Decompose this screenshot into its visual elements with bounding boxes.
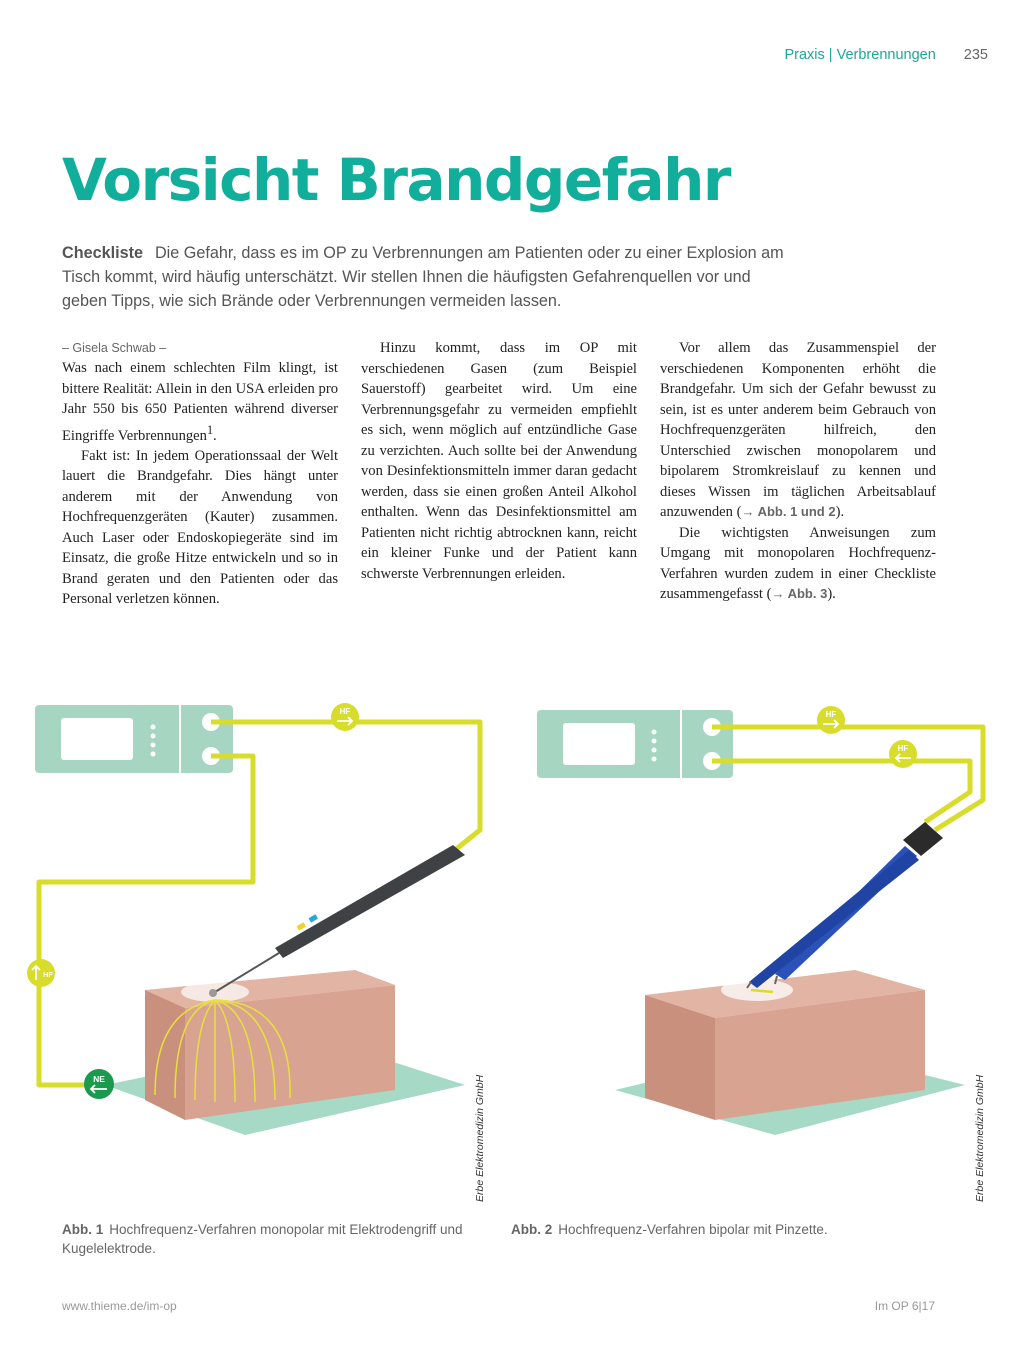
figure-monopolar bbox=[25, 690, 505, 1210]
monopolar-illustration bbox=[25, 690, 505, 1210]
page-title: Vorsicht Brandgefahr bbox=[62, 146, 731, 214]
hf-badge-return-label: HF bbox=[897, 744, 909, 753]
figure-caption-2 bbox=[511, 1220, 931, 1239]
lead-paragraph bbox=[62, 241, 792, 313]
lead-label: Checkliste bbox=[62, 244, 143, 262]
caption-text: Hochfrequenz-Verfahren monopolar mit Elektrodengriff und Kugelelektrode. bbox=[62, 1222, 463, 1256]
electrode-pen bbox=[275, 845, 465, 958]
author-line: – Gisela Schwab – bbox=[62, 341, 167, 355]
paragraph-end: . bbox=[213, 427, 217, 444]
paragraph: Fakt ist: In jedem Operationssaal der Welt lauert die Brandgefahr. Dies hängt unter anderem mit der Anwendung von Hochfrequenzgeräten (Kauter) zusammen. Auch Laser oder Endoskopiegeräte sind im Einsatz, die große Hitze entwickeln und so in Brand geraten und den Patienten oder das Personal verletzen können. bbox=[62, 447, 338, 608]
text-column-2 bbox=[361, 338, 637, 584]
paragraph-text: Was nach einem schlechten Film klingt, ist bittere Realität: Allein in den USA erleiden pro Jahr 550 bis 650 Patienten während diverser Eingriffe Verbrennungen bbox=[62, 360, 338, 444]
forceps-arm bbox=[749, 850, 919, 988]
footer-url[interactable]: www.thieme.de/im-op bbox=[62, 1299, 177, 1313]
paragraph bbox=[62, 358, 338, 446]
wires bbox=[712, 727, 983, 830]
figure-reference[interactable]: → Abb. 3 bbox=[771, 586, 828, 601]
text-column-1 bbox=[62, 338, 338, 610]
footnote-ref: 1 bbox=[206, 422, 214, 437]
paragraph: Hinzu kommt, dass im OP mit verschiedenen Gasen (zum Beispiel Sauerstoff) gearbeitet wird. Um eine Verbrennungsgefahr zu vermeiden empfiehlt es sich, wenn möglich auf entzündliche Gase zu verzichten. Auch sollte bei der Anwendung von Desinfektionsmitteln immer daran gedacht werden, dass sie einen großen Anteil Alkohol enthalten. Wenn das Desinfektionsmittel am Patienten nicht richtig abtrocknen kann, reicht ein kleiner Funke und der Patient kann schwerste Verbrennungen erleiden. bbox=[361, 340, 637, 582]
footer-issue: Im OP 6|17 bbox=[874, 1299, 935, 1313]
running-header bbox=[784, 47, 988, 63]
page-number: 235 bbox=[963, 47, 988, 63]
paragraph-end: ). bbox=[835, 504, 845, 520]
paragraph bbox=[660, 338, 936, 523]
paragraph bbox=[660, 523, 936, 605]
caption-label: Abb. 2 bbox=[511, 1222, 553, 1237]
caption-label: Abb. 1 bbox=[62, 1222, 104, 1237]
ne-badge-label: NE bbox=[93, 1074, 105, 1084]
paragraph-end: ). bbox=[827, 586, 836, 602]
text-column-3 bbox=[660, 338, 936, 605]
hf-badge-top-label: HF bbox=[339, 707, 351, 716]
figure-bipolar bbox=[525, 690, 995, 1210]
ball-electrode bbox=[209, 989, 217, 997]
image-credit: Erbe Elektromedizin GmbH bbox=[974, 1074, 986, 1202]
paragraph-text: Die wichtigsten Anweisungen zum Umgang mit monopolaren Hochfrequenz-Verfahren wurden zudem in einer Checkliste zusammengefasst ( bbox=[660, 524, 936, 602]
generator-display bbox=[61, 718, 133, 760]
hf-badge-side-label: HF bbox=[43, 970, 53, 979]
figure-caption-1 bbox=[62, 1220, 482, 1258]
image-credit: Erbe Elektromedizin GmbH bbox=[474, 1074, 486, 1202]
tissue-side bbox=[145, 990, 185, 1120]
lead-text: Die Gefahr, dass es im OP zu Verbrennungen am Patienten oder zu einer Explosion am Tisch kommt, wird häufig unterschätzt. Wir stellen Ihnen die häufigsten Gefahrenquellen vor und geben Tipps, wie sich Brände oder Verbrennungen vermeiden lassen. bbox=[62, 244, 784, 310]
section-label: Praxis | Verbrennungen bbox=[784, 47, 936, 63]
generator-display bbox=[563, 723, 635, 765]
bipolar-illustration bbox=[525, 690, 995, 1210]
caption-text: Hochfrequenz-Verfahren bipolar mit Pinzette. bbox=[558, 1222, 828, 1237]
hf-badge-top-label: HF bbox=[825, 710, 837, 719]
paragraph-text: Vor allem das Zusammenspiel der verschiedenen Komponenten erhöht die Brandgefahr. Um sich der Gefahr bewusst zu sein, ist es unter anderem beim Gebrauch von Hochfrequenzgeräten hilfreich, den Unterschied zwischen monopolarem und bipolarem Stromkreislauf zu kennen und dieses Wissen im täglichen Arbeitsablauf anzuwenden ( bbox=[660, 340, 936, 520]
figure-reference[interactable]: → Abb. 1 und 2 bbox=[741, 504, 836, 519]
